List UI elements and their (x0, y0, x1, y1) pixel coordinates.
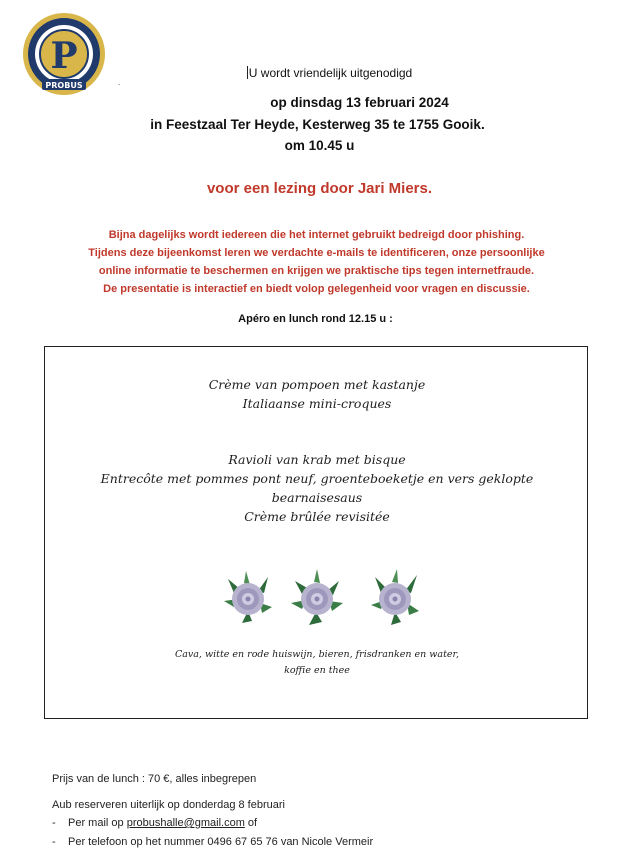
menu-item: Crème van pompoen met kastanje (208, 377, 426, 392)
mail-line (52, 817, 257, 829)
text-cursor (247, 66, 248, 79)
drinks-line: koffie en thee (284, 665, 350, 676)
event-location: in Feestzaal Ter Heyde, Kesterweg 35 te 1755 Gooik. (150, 117, 485, 132)
bullet-dash: - (52, 836, 56, 848)
price-line: Prijs van de lunch : 70 €, alles inbegrepen (52, 773, 257, 785)
description-line: online informatie te beschermen en krijgen we praktische tips tegen internetfraude. (98, 265, 535, 277)
svg-text:PROBUS: PROBUS (45, 81, 83, 90)
menu-item: bearnaisesaus (271, 490, 363, 505)
event-time: om 10.45 u (284, 138, 355, 153)
menu-item: Entrecôte met pommes pont neuf, groenteboeketje en vers geklopte (100, 471, 534, 486)
menu-item: Italiaanse mini-croques (242, 396, 392, 411)
probus-logo (22, 12, 106, 96)
reserve-line: Aub reserveren uiterlijk op donderdag 8 februari (52, 799, 285, 811)
stray-dot: . (118, 78, 121, 87)
email-link[interactable]: probushalle@gmail.com (126, 817, 245, 829)
apero-line: Apéro en lunch rond 12.15 u : (238, 313, 393, 325)
drinks-line: Cava, witte en rode huiswijn, bieren, frisdranken en water, (174, 649, 460, 660)
menu-item: Ravioli van krab met bisque (228, 452, 406, 467)
phone-line (52, 836, 373, 848)
event-date: op dinsdag 13 februari 2024 (270, 95, 449, 110)
phone-text: Per telefoon op het nummer 0496 67 65 76 van Nicole Vermeir (68, 836, 374, 848)
rose-icon (220, 567, 276, 629)
menu-mains (45, 450, 589, 526)
mail-suffix: of (244, 817, 258, 829)
invitation-text: U wordt vriendelijk uitgenodigd (248, 66, 413, 80)
rose-icon (367, 567, 423, 629)
menu-starters (45, 375, 589, 413)
mail-prefix: Per mail op (68, 817, 127, 829)
description-line: De presentatie is interactief en biedt volop gelegenheid voor vragen en discussie. (103, 283, 530, 295)
menu-box (44, 346, 588, 719)
description-line: Bijna dagelijks wordt iedereen die het internet gebruikt bedreigd door phishing. (108, 229, 525, 241)
invitation-line (10, 66, 639, 80)
rose-icon (289, 567, 345, 629)
description-line: Tijdens deze bijeenkomst leren we verdachte e-mails te identificeren, onze persoonlijke (88, 247, 545, 259)
svg-text:P: P (50, 35, 78, 77)
bullet-dash: - (52, 817, 56, 829)
lecture-title: voor een lezing door Jari Miers. (206, 180, 433, 197)
description (0, 226, 636, 298)
menu-item: Crème brûlée revisitée (244, 509, 390, 524)
menu-drinks (45, 647, 589, 679)
